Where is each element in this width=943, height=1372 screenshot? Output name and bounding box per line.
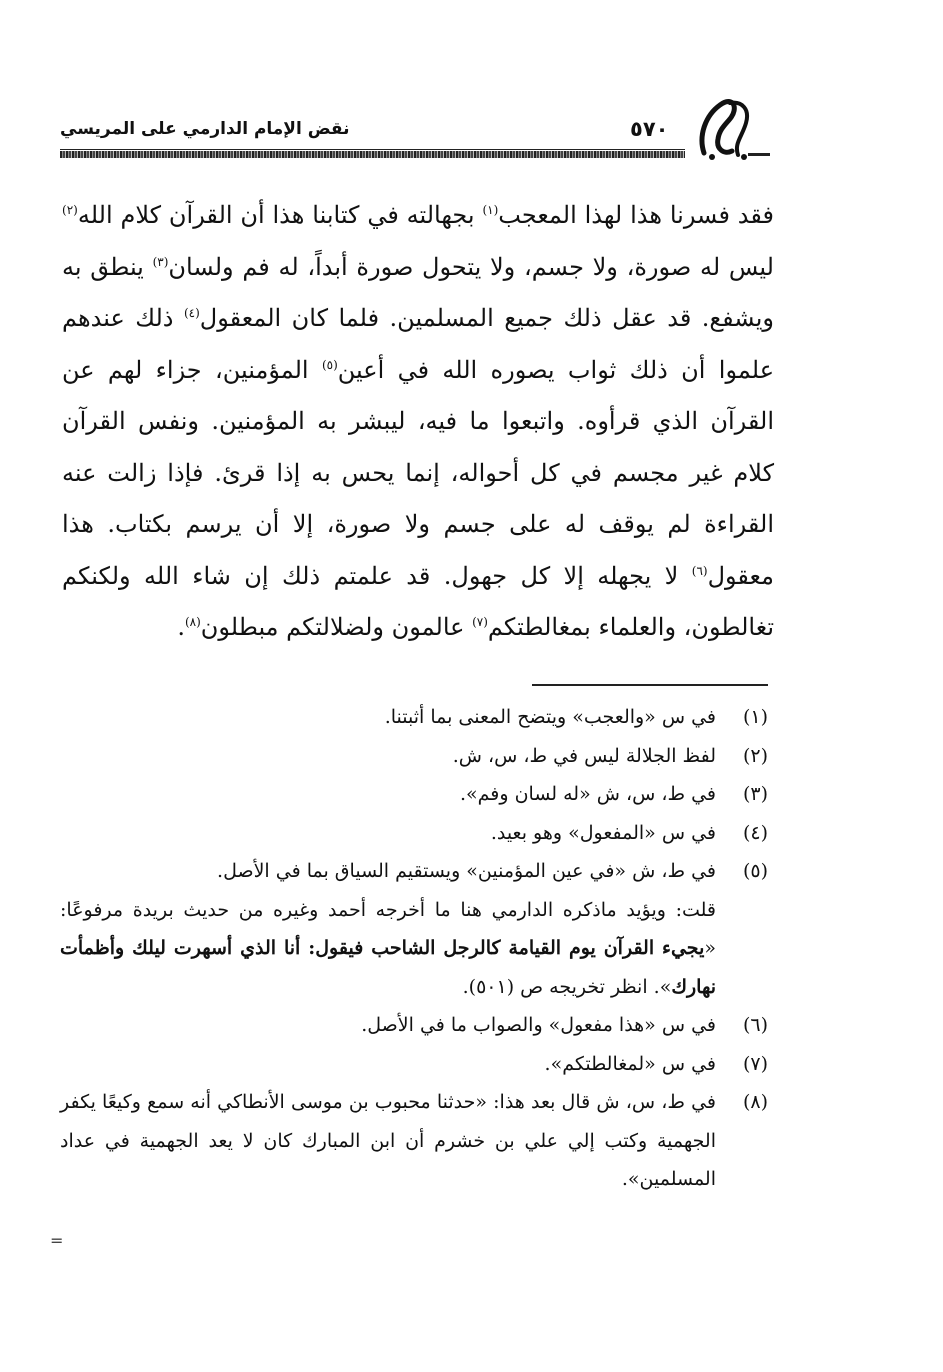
footnote-text: قلت: ويؤيد ماذكره الدارمي هنا ما أخرجه أحمد وغيره من حديث بريدة مرفوعًا: « xyxy=(60,898,716,959)
text-run: . xyxy=(177,613,185,641)
footnote-ref: (٢) xyxy=(62,203,78,217)
footnote-text: في س «والعجب» ويتضح المعنى بما أثبتنا. xyxy=(384,706,716,728)
text-run: ليس له صورة، ولا جسم، ولا يتحول صورة أبداً، له فم ولسان xyxy=(168,252,774,281)
footnote-text: في ط، س، ش قال بعد هذا: «حدثنا محبوب بن موسى الأنطاكي أنه سمع وكيعًا يكفر الجهمية وكتب إلي علي بن خشرم أن ابن المبارك كان لا يعد الجهمية في عداد المسلمين». xyxy=(60,1091,716,1190)
footnote-comment xyxy=(60,891,768,1007)
footnote-number: (٨) xyxy=(742,1091,768,1113)
footnote-text: ». انظر تخريجه ص (٥٠١). xyxy=(462,975,672,998)
calligraphy-emblem-icon xyxy=(690,95,760,161)
footnote-number: (٦) xyxy=(742,1014,768,1036)
text-run: فقد فسرنا هذا لهذا المعجب xyxy=(498,201,774,229)
footnote-separator xyxy=(532,684,768,686)
footnote xyxy=(60,1083,768,1199)
header-rule-line xyxy=(60,149,685,150)
footnote xyxy=(60,775,768,814)
text-run: عالمون ولضلالتكم مبطلون xyxy=(200,613,473,641)
footnote-number: (٧) xyxy=(742,1052,768,1075)
footnote xyxy=(60,698,768,737)
page-header xyxy=(60,95,770,165)
footnote-number: (١) xyxy=(742,706,768,728)
footnote-ref: (٤) xyxy=(183,306,200,320)
text-run: لا يجهله إلا كل جهول. قد علمتم ذلك إن شاء الله ولكنكم تغالطون، والعلماء بمغالطتكم xyxy=(62,561,774,641)
footnote-text: لفظ الجلالة ليس في ط، س، ش. xyxy=(452,744,716,767)
footnote-text: في س «المفعول» وهو بعيد. xyxy=(490,821,716,844)
footnote-number: (٥) xyxy=(742,860,768,882)
text-run: المؤمنين، جزاء لهم عن القرآن الذي قرأوه. واتبعوا ما فيه، ليبشر به المؤمنين. ونفس القرآن كلام غير مجسم في كل أحواله، إنما يحس به إذا قرئ. فإذا زالت عنه القراءة لم يوقف له على جسم ولا صورة، إلا أن يرسم بكتاب. هذا معقول xyxy=(62,355,774,590)
footnote-text: في س «هذا مفعول» والصواب ما في الأصل. xyxy=(361,1014,716,1036)
text-run: بجهالته في كتابنا هذا أن القرآن كلام الله xyxy=(77,201,483,229)
footnote-text: في ط، س، ش «له لسان وفم». xyxy=(459,783,716,805)
footnote-text: في ط، ش «في عين المؤمنين» ويستقيم السياق بما في الأصل. xyxy=(217,860,716,882)
footnotes-list xyxy=(60,698,768,1199)
footnote xyxy=(60,852,768,891)
footnote-ref: (٦) xyxy=(691,563,708,578)
page-number: ٥٧٠ xyxy=(630,117,669,141)
hadith-quote: يجيء القرآن يوم القيامة كالرجل الشاحب فيقول: أنا الذي أسهرت ليلك وأظمأت نهارك xyxy=(60,937,716,998)
header-ornament-rule xyxy=(60,151,685,158)
footnote xyxy=(60,1045,768,1084)
footnote-ref: (١) xyxy=(482,203,499,217)
footnote-ref: (٥) xyxy=(321,357,338,372)
text-run: ينطق به ويشفع. قد عقل ذلك جميع المسلمين. فلما كان المعقول xyxy=(62,252,774,332)
text-run: ذلك عندهم علموا أن ذلك ثواب يصوره الله في أعين xyxy=(62,304,775,384)
footnote-ref: (٨) xyxy=(184,615,201,629)
footnote-ref: (٧) xyxy=(472,615,488,629)
header-dash xyxy=(748,153,770,156)
footnote-number: (٤) xyxy=(742,821,768,844)
running-title: نقض الإمام الدارمي على المريسي xyxy=(60,119,350,139)
footnote-text: في س «لمغالطتكم». xyxy=(544,1052,716,1075)
continuation-mark: = xyxy=(50,1231,64,1250)
footnote-ref: (٣) xyxy=(152,254,169,269)
footnote-number: (٢) xyxy=(742,744,768,767)
footnote xyxy=(60,1006,768,1045)
footnote-number: (٣) xyxy=(742,783,768,805)
footnote xyxy=(60,814,768,853)
footnote xyxy=(60,737,768,776)
main-text xyxy=(62,190,774,654)
